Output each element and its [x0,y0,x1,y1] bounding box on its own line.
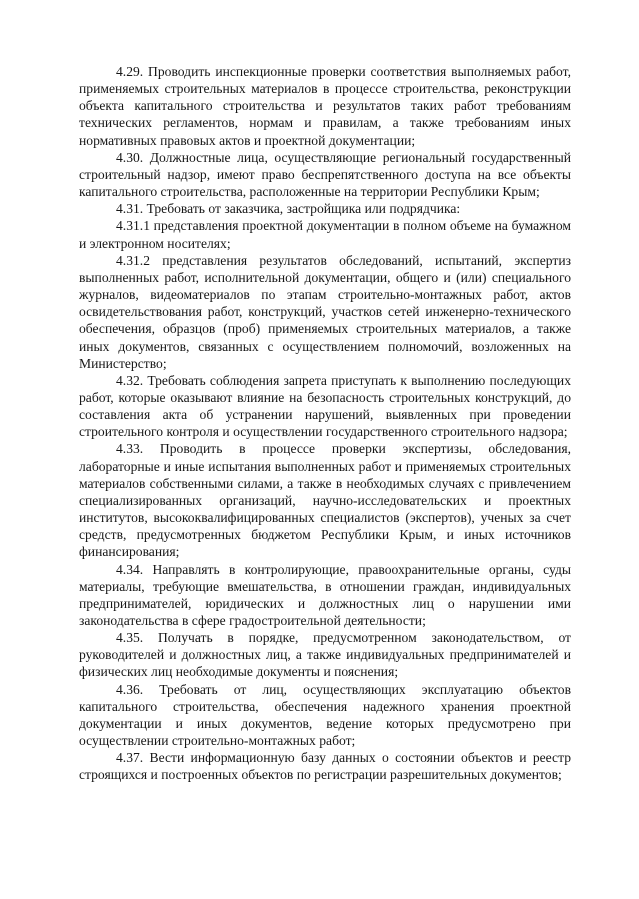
paragraph-4-34: 4.34. Направлять в контролирующие, правоохранительные органы, суды материалы, требующие вмешательства, в отношении граждан, индивидуальных предпринимателей, юридических и должностных лиц о нарушении ими законодательства в сфере градостроительной деятельности; [79,561,571,628]
paragraph-4-35: 4.35. Получать в порядке, предусмотренном законодательством, от руководителей и должностных лиц, а также индивидуальных предпринимателей и физических лиц необходимые документы и пояснения; [79,630,571,680]
paragraph-4-29: 4.29. Проводить инспекционные проверки соответствия выполняемых работ, применяемых строительных материалов в процессе строительства, реконструкции объекта капитального строительства и результатов таких работ требованиям технических регламентов, нормам и правилам, а также требованиям иных нормативных правовых актов и проектной документации; [79,64,571,148]
paragraph-4-30: 4.30. Должностные лица, осуществляющие региональный государственный строительный надзор, имеют право беспрепятственного доступа на все объекты капитального строительства, расположенные на территории Республики Крым; [79,149,571,200]
paragraph-4-31-2: 4.31.2 представления результатов обследований, испытаний, экспертиз выполненных работ, исполнительной документации, общего и (или) специального журналов, видеоматериалов по этапам строительно-монтажных работ, актов освидетельствования работ, конструкций, участков сетей инженерно-технического обеспечения, образцов (проб) применяемых строительных материалов, а также иных документов, связанных с осуществлением полномочий, возложенных на Министерство; [79,252,571,371]
paragraph-4-32: 4.32. Требовать соблюдения запрета приступать к выполнению последующих работ, которые оказывают влияние на безопасность строительных конструкций, до составления акта об устранении нарушений, выявленных при проведении строительного контроля и осуществлении государственного строительного надзора; [79,372,571,440]
paragraph-4-37: 4.37. Вести информационную базу данных о состоянии объектов и реестр строящихся и построенных объектов по регистрации разрешительных документов; [79,750,571,783]
paragraph-4-33: 4.33. Проводить в процессе проверки экспертизы, обследования, лабораторные и иные испытания выполненных работ и применяемых строительных материалов собственными силами, а также в необходимых случаях с привлечением специализированных организаций, научно-исследовательских и проектных институтов, высококвалифицированных специалистов (экспертов), ученых за счет средств, предусмотренных бюджетом Республики Крым, и иных источников финансирования; [79,441,571,560]
document-page [79,63,571,784]
paragraph-4-31: 4.31. Требовать от заказчика, застройщика или подрядчика: [116,201,461,217]
paragraph-4-36: 4.36. Требовать от лиц, осуществляющих эксплуатацию объектов капитального строительства, обеспечения надежного хранения проектной документации и иных документов, ведение которых предусмотрено при осуществлении строительно-монтажных работ; [79,681,571,749]
paragraph-4-31-1: 4.31.1 представления проектной документации в полном объеме на бумажном и электронном носителях; [79,218,571,251]
